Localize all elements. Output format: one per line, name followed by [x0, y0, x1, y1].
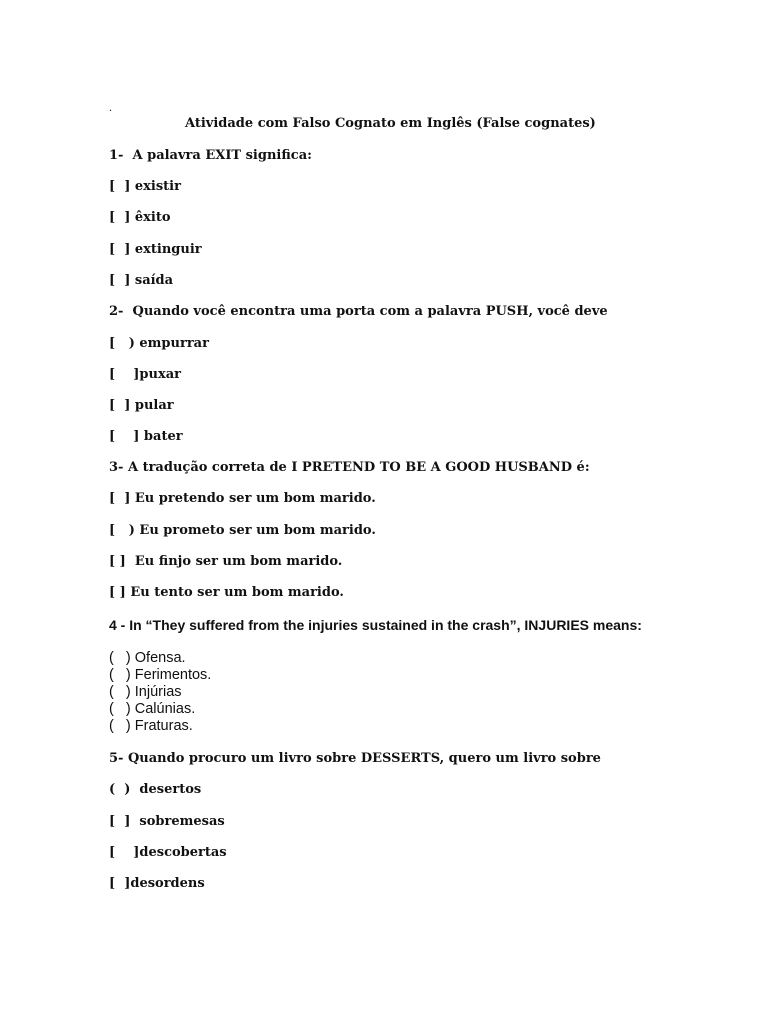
- stray-dot: .: [109, 100, 112, 114]
- question-4: 4 - In “They suffered from the injuries sustained in the crash”, INJURIES means:: [109, 617, 642, 633]
- q5-option-4: [ ]desordens: [109, 876, 205, 891]
- q1-option-4: [ ] saída: [109, 273, 174, 288]
- q2-option-1: [ ) empurrar: [109, 336, 209, 351]
- q3-option-4: [ ] Eu tento ser um bom marido.: [109, 585, 344, 600]
- q3-option-1: [ ] Eu pretendo ser um bom marido.: [109, 491, 376, 506]
- q1-option-1: [ ] existir: [109, 179, 181, 194]
- question-5: 5- Quando procuro um livro sobre DESSERTS, quero um livro sobre: [109, 751, 601, 766]
- q4-option-2: ( ) Ferimentos.: [109, 667, 212, 683]
- q1-option-3: [ ] extinguir: [109, 242, 202, 257]
- question-1: 1- A palavra EXIT significa:: [109, 148, 312, 163]
- q5-option-3: [ ]descobertas: [109, 845, 227, 860]
- q3-option-2: [ ) Eu prometo ser um bom marido.: [109, 523, 376, 538]
- q1-option-2: [ ] êxito: [109, 210, 171, 225]
- q4-option-5: ( ) Fraturas.: [109, 718, 193, 734]
- question-3: 3- A tradução correta de I PRETEND TO BE A GOOD HUSBAND é:: [109, 460, 590, 475]
- q2-option-3: [ ] pular: [109, 398, 174, 413]
- q3-option-3: [ ] Eu finjo ser um bom marido.: [109, 554, 343, 569]
- q4-option-4: ( ) Calúnias.: [109, 701, 196, 717]
- q5-option-2: [ ] sobremesas: [109, 814, 225, 829]
- q4-option-3: ( ) Injúrias: [109, 684, 182, 700]
- q2-option-2: [ ]puxar: [109, 367, 181, 382]
- q5-option-1: ( ) desertos: [109, 782, 202, 797]
- q2-option-4: [ ] bater: [109, 429, 183, 444]
- page-title: Atividade com Falso Cognato em Inglês (False cognates): [185, 116, 596, 131]
- question-2: 2- Quando você encontra uma porta com a palavra PUSH, você deve: [109, 304, 608, 319]
- q4-option-1: ( ) Ofensa.: [109, 650, 186, 666]
